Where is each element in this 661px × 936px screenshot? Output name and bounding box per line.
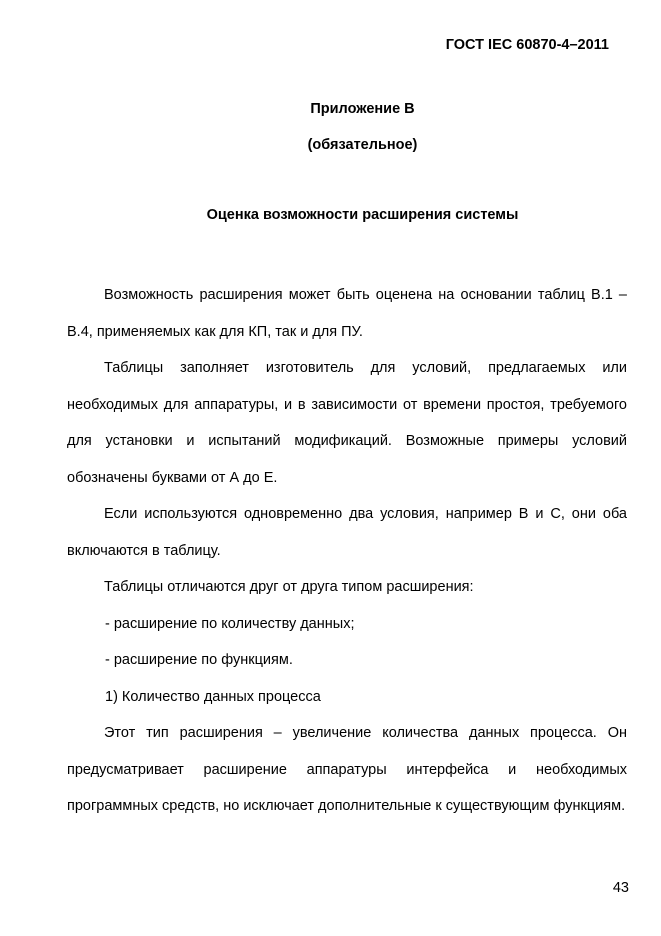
list-item-data-quantity: - расширение по количеству данных; — [105, 615, 355, 632]
body-text — [67, 277, 627, 825]
paragraph-intro: Возможность расширения может быть оценена на основании таблиц В.1 – В.4, применяемых как для КП, так и для ПУ. — [67, 287, 627, 340]
paragraph-expansion-type: Этот тип расширения – увеличение количества данных процесса. Он предусматривает расширение аппаратуры интерфейса и необходимых программных средств, но исключает дополнительные к существующим функциям. — [67, 725, 627, 814]
paragraph-tables: Таблицы заполняет изготовитель для условий, предлагаемых или необходимых для аппаратуры, и в зависимости от времени простоя, требуемого для установки и испытаний модификаций. Возможные примеры условий обозначены буквами от А до Е. — [67, 360, 627, 486]
page-number: 43 — [612, 880, 629, 896]
appendix-title: Приложение В — [310, 101, 415, 117]
appendix-note: (обязательное) — [307, 137, 418, 153]
section-title: Оценка возможности расширения системы — [206, 207, 519, 223]
paragraph-conditions: Если используются одновременно два условия, например В и С, они оба включаются в таблицу. — [67, 506, 627, 559]
standard-header: ГОСТ IEC 60870-4–2011 — [445, 37, 609, 53]
list-item-functions: - расширение по функциям. — [105, 652, 293, 668]
subheading-process-data: 1) Количество данных процесса — [105, 688, 321, 705]
paragraph-types: Таблицы отличаются друг от друга типом расширения: — [104, 579, 474, 595]
